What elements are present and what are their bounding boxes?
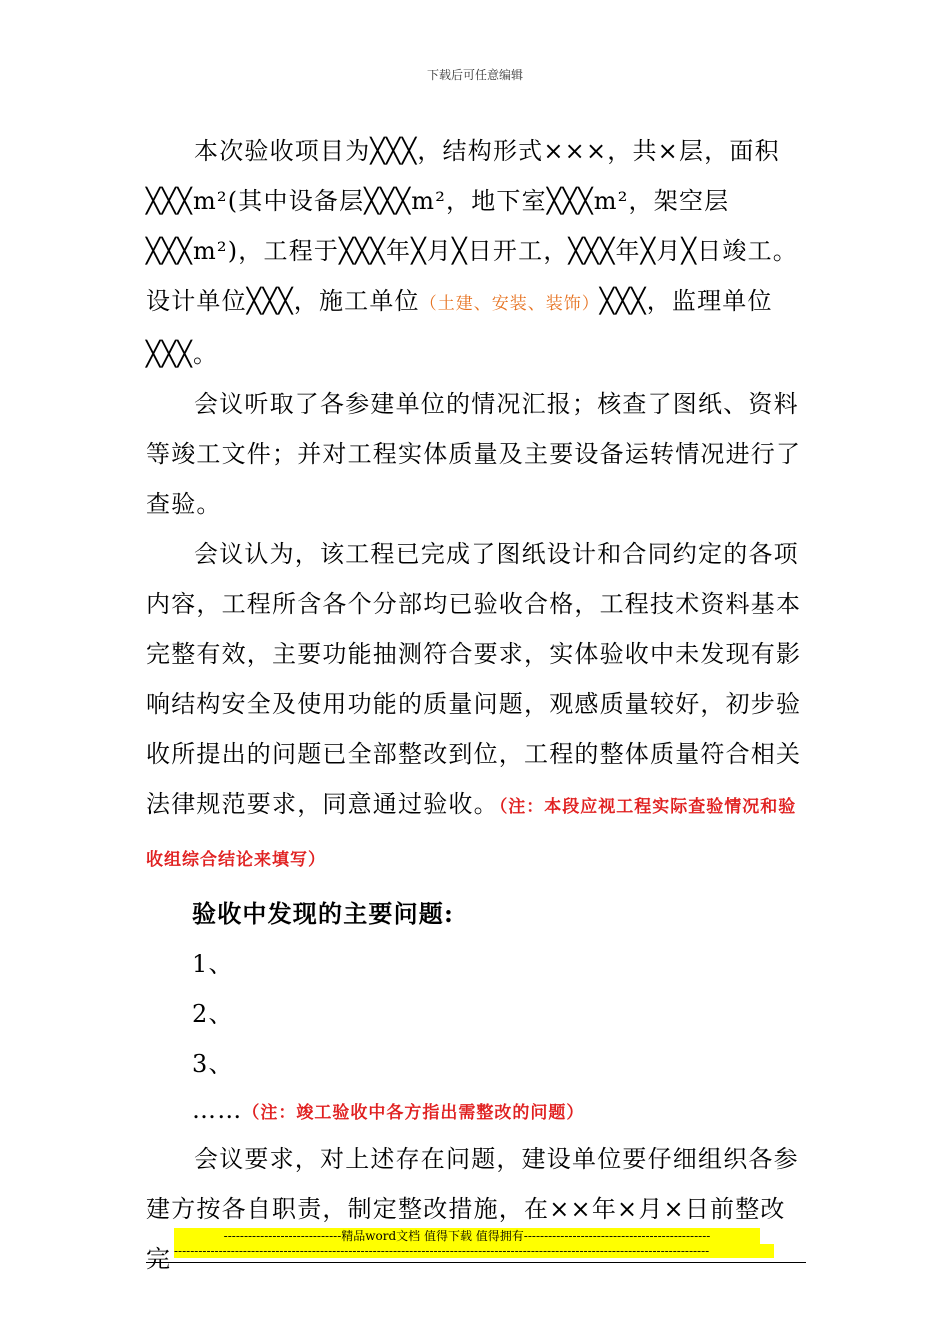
paragraph-requirement: 会议要求，对上述存在问题，建设单位要仔细组织各参建方按各自职责，制定整改措施，在××年×月×日前整改完 (146, 1145, 799, 1273)
paragraph-meeting-review: 会议听取了各参建单位的情况汇报；核查了图纸、资料等竣工文件；并对工程实体质量及主要设备运转情况进行了查验。 (146, 390, 802, 518)
footer-banner: -----------------------------精品word文档 值得下载 值得拥有---------------------------------------------- (174, 1228, 760, 1244)
header-note: 下载后可任意编辑 (426, 68, 523, 82)
paragraph-meeting-conclusion (146, 529, 810, 885)
document-body (146, 126, 810, 1284)
paragraph-project-info-note: （土建、安装、装饰） (419, 294, 600, 314)
issues-ellipsis: …… (192, 1096, 243, 1124)
footer-rule (146, 1262, 806, 1263)
issues-heading: 验收中发现的主要问题: (192, 899, 455, 928)
issue-item-3: 3、 (192, 1050, 234, 1078)
issues-note: （注：竣工验收中各方指出需整改的问题） (242, 1103, 585, 1123)
paragraph-project-info-tail: ╳╳╳，监理单位╳╳╳。 (146, 287, 773, 368)
issue-item-1: 1、 (192, 950, 234, 978)
issue-item-2: 2、 (192, 1000, 234, 1028)
paragraph-meeting-conclusion-note: （注：本段应视工程实际查验情况和验收组综合结论来填写） (146, 797, 797, 870)
paragraph-meeting-conclusion-text: 会议认为，该工程已完成了图纸设计和合同约定的各项内容，工程所含各个分部均已验收合格，工程技术资料基本完整有效，主要功能抽测符合要求，实体验收中未发现有影响结构安全及使用功能的质量问题，观感质量较好，初步验收所提出的问题已全部整改到位，工程的整体质量符合相关法律规范要求，同意通过验收。 (146, 540, 802, 818)
paragraph-project-info-text: 本次验收项目为╳╳╳，结构形式×××，共×层，面积╳╳╳m²(其中设备层╳╳╳m²，地下室╳╳╳m²，架空层╳╳╳m²)，工程于╳╳╳年╳月╳日开工，╳╳╳年╳月╳日竣工。设计单位╳╳╳，施工单位 (146, 137, 798, 315)
footer-dashes: ------------------------------------------------------------------------------------------------------------------------------------ (174, 1244, 774, 1258)
issues-note-line (146, 1089, 810, 1134)
paragraph-project-info (146, 126, 810, 379)
